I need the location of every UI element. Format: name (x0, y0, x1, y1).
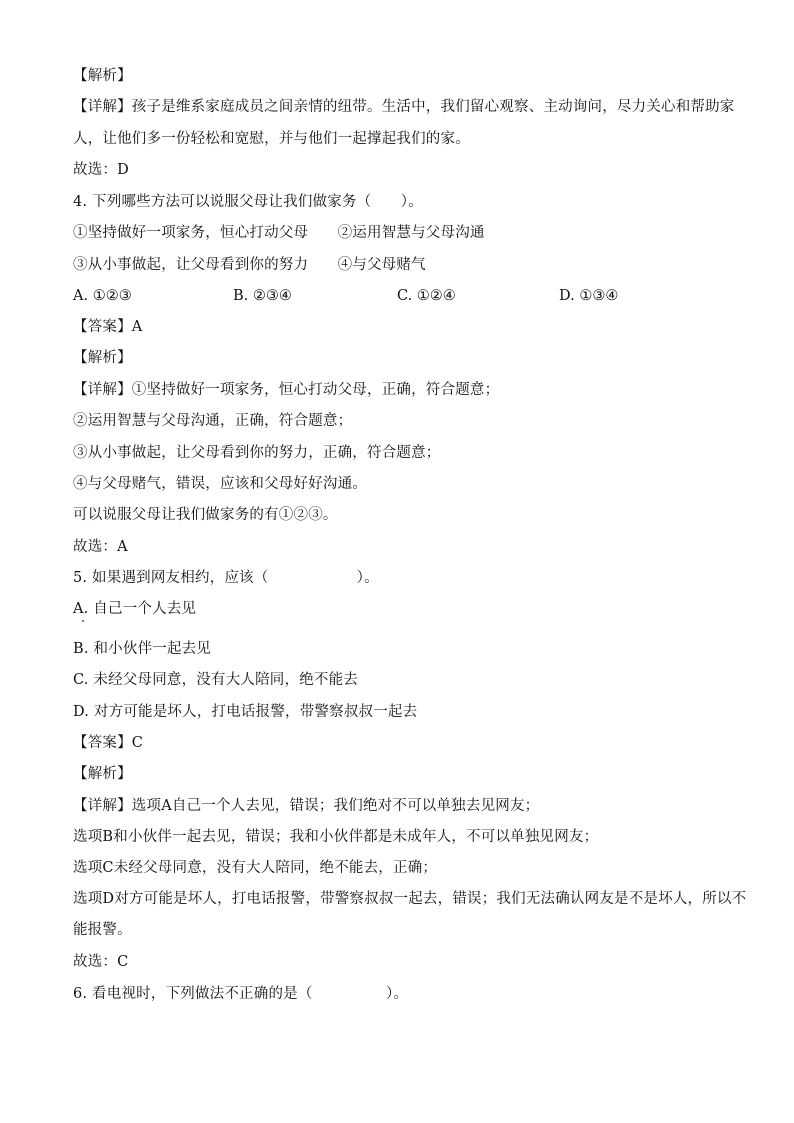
explanation-text: 【详解】①坚持做好一项家务，恒心打动父母，正确，符合题意； (73, 382, 500, 398)
stray-dot (82, 620, 84, 622)
explanation-text: 【详解】孩子是维系家庭成员之间亲情的纽带。生活中，我们留心观察、主动询问，尽力关心和帮助家 (73, 99, 735, 115)
analysis-heading: 【解析】 (73, 350, 132, 366)
question-4-statements-1: ①坚持做好一项家务，恒心打动父母 ②运用智慧与父母沟通 (73, 225, 485, 241)
explanation-text: 选项D对方可能是坏人，打电话报警，带警察叔叔一起去，错误；我们无法确认网友是不是坏人，所以不 (73, 891, 747, 907)
explanation-text: 【详解】选项A自己一个人去见，错误；我们绝对不可以单独去见网友； (73, 798, 540, 814)
option-c: C. ①②④ (397, 288, 456, 304)
analysis-heading: 【解析】 (73, 68, 132, 84)
question-4: 4. 下列哪些方法可以说服父母让我们做家务（ ）。 (73, 194, 423, 210)
explanation-text: 选项C未经父母同意，没有大人陪同，绝不能去，正确； (73, 860, 438, 876)
choice-line: 故选：C (73, 954, 129, 970)
choice-line: 故选：D (73, 162, 129, 178)
choice-line: 故选：A (73, 539, 128, 555)
option-d: D. 对方可能是坏人，打电话报警，带警察叔叔一起去 (73, 704, 418, 720)
answer-heading: 【答案】A (73, 319, 143, 335)
explanation-text: ③从小事做起，让父母看到你的努力，正确，符合题意； (73, 445, 441, 461)
explanation-summary: 可以说服父母让我们做家务的有①②③。 (73, 507, 338, 523)
answer-heading: 【答案】C (73, 735, 144, 751)
explanation-text: 选项B和小伙伴一起去见，错误；我和小伙伴都是未成年人，不可以单独见网友； (73, 829, 599, 845)
explanation-text: ②运用智慧与父母沟通，正确，符合题意； (73, 413, 353, 429)
explanation-text: ④与父母赌气，错误，应该和父母好好沟通。 (73, 476, 367, 492)
option-a: A. ①②③ (73, 288, 132, 304)
question-4-statements-2: ③从小事做起，让父母看到你的努力 ④与父母赌气 (73, 257, 426, 273)
explanation-text-cont: 人，让他们多一份轻松和宽慰，并与他们一起撑起我们的家。 (73, 131, 470, 147)
option-a: A. 自己一个人去见 (73, 601, 197, 617)
question-6: 6. 看电视时，下列做法不正确的是（ ）。 (73, 986, 409, 1002)
analysis-heading: 【解析】 (73, 766, 132, 782)
option-b: B. ②③④ (233, 288, 292, 304)
option-c: C. 未经父母同意，没有大人陪同，绝不能去 (73, 672, 358, 688)
question-5: 5. 如果遇到网友相约，应该（ ）。 (73, 570, 379, 586)
explanation-text-cont: 能报警。 (73, 922, 132, 938)
option-d: D. ①③④ (559, 288, 619, 304)
option-b: B. 和小伙伴一起去见 (73, 641, 212, 657)
